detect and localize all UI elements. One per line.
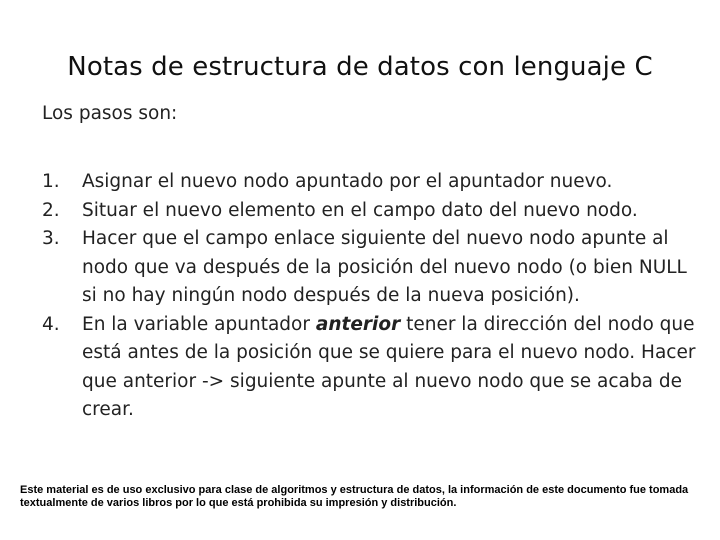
step-number: 1.	[42, 171, 60, 192]
step-text-after: tener la dirección del nodo que está antes de la posición que se quiere para el nuevo nodo. Hacer que anterior -> siguiente apunte al nuevo nodo que se acaba de crear.	[82, 313, 696, 420]
step-text-before: En la variable apuntador	[82, 313, 310, 335]
step-number: 3.	[42, 228, 60, 249]
step-text: Hacer que el campo enlace siguiente del nuevo nodo apunte al nodo que va después de la posición del nuevo nodo (o bien NULL si no hay ningún nodo después de la nueva posición).	[82, 228, 687, 306]
step-text: Asignar el nuevo nodo apuntado por el apuntador nuevo.	[82, 171, 613, 192]
slide-title: Notas de estructura de datos con lenguaje C	[67, 52, 653, 82]
step-text	[82, 314, 695, 421]
step-item	[42, 225, 702, 311]
step-number: 2.	[42, 199, 60, 221]
step-item	[42, 311, 702, 425]
step-text: Situar el nuevo elemento en el campo dato del nuevo nodo.	[82, 199, 638, 221]
emphasized-word: anterior	[315, 313, 401, 335]
step-item	[42, 197, 702, 226]
intro-text: Los pasos son:	[42, 103, 178, 124]
footer-disclaimer: Este material es de uso exclusivo para clase de algoritmos y estructura de datos, la información de este documento fue tomada textualmente de varios libros por lo que está prohibida su impresión y distribución.	[20, 484, 689, 509]
step-item	[42, 168, 702, 197]
steps-list	[42, 168, 702, 425]
step-number: 4.	[42, 313, 60, 335]
